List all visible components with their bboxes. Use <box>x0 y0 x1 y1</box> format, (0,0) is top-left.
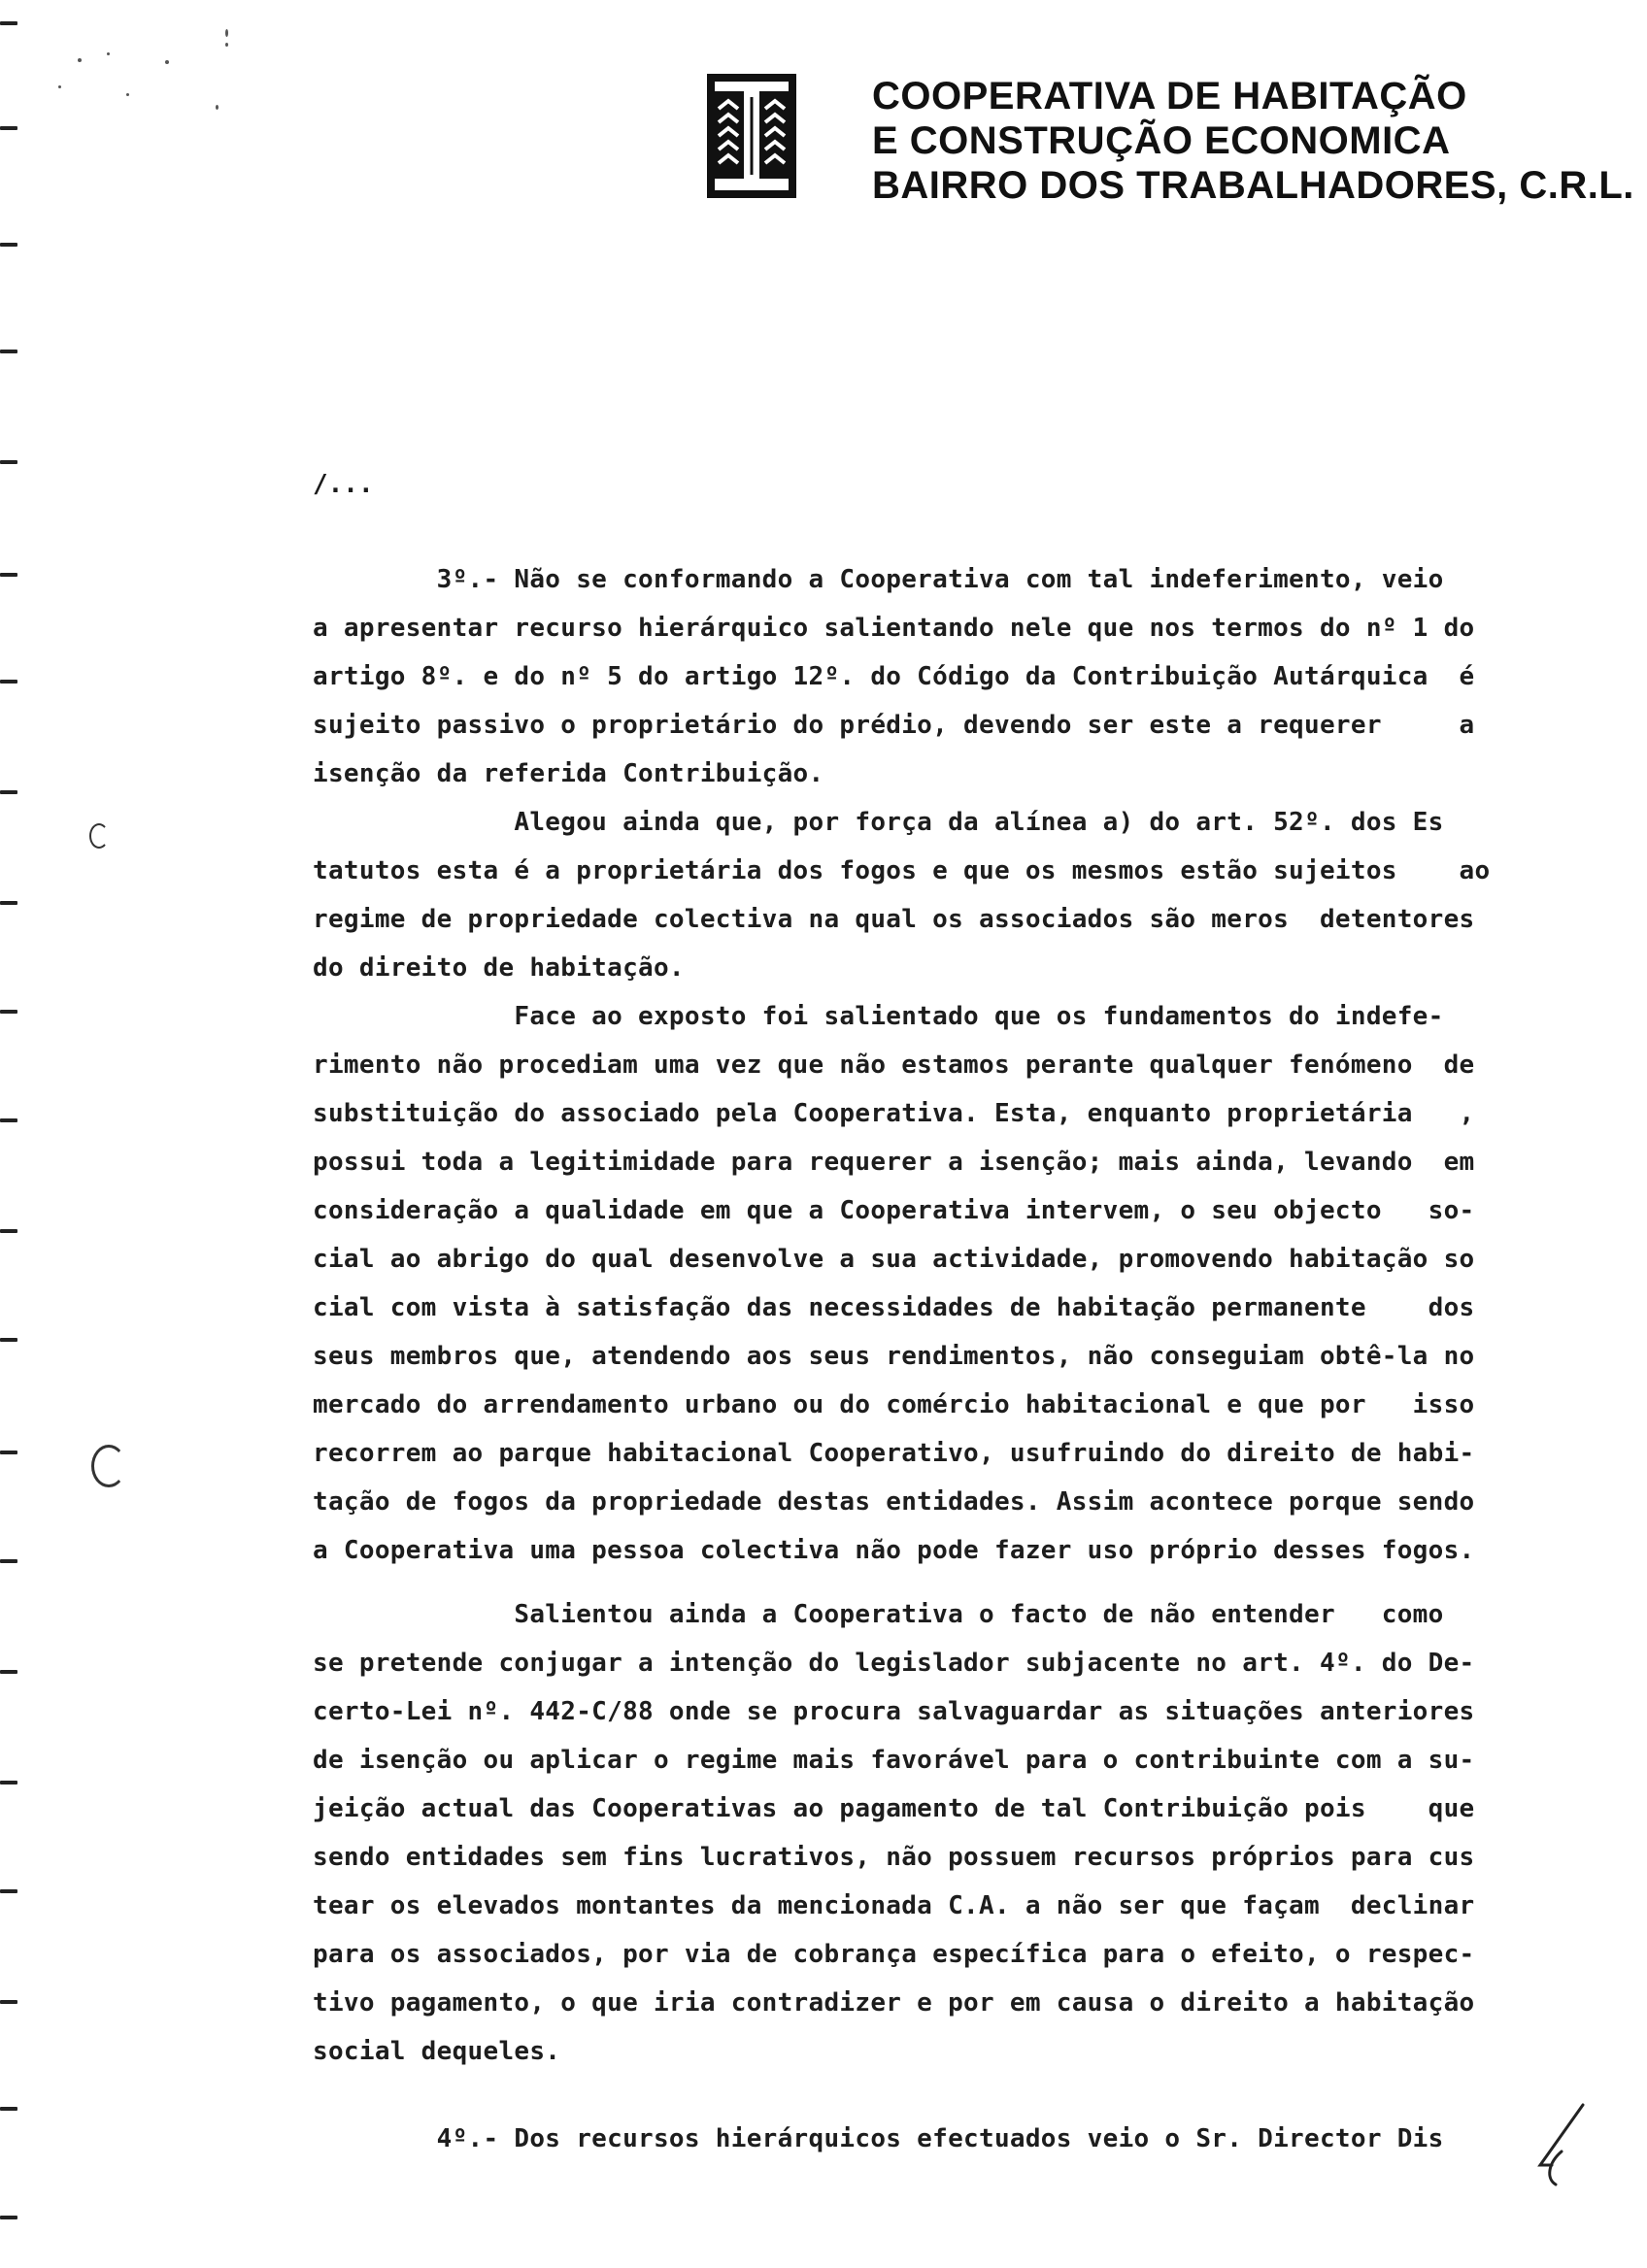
text-line: tivo pagamento, o que iria contradizer e por em causa o direito a habitação <box>313 1988 1475 2018</box>
handwritten-page-mark <box>1523 2101 1591 2188</box>
org-name-line-2: E CONSTRUÇÃO ECONOMICA <box>872 119 1451 162</box>
cooperative-logo <box>707 74 796 198</box>
text-line: cial ao abrigo do qual desenvolve a sua actividade, promovendo habitação so <box>313 1245 1475 1274</box>
org-name-line-3: BAIRRO DOS TRABALHADORES, C.R.L. <box>872 164 1634 207</box>
text-line: Salientou ainda a Cooperativa o facto de não entender como <box>313 1600 1444 1629</box>
text-line: consideração a qualidade em que a Cooperativa intervem, o seu objecto so- <box>313 1196 1475 1225</box>
text-line: cial com vista à satisfação das necessidades de habitação permanente dos <box>313 1293 1475 1322</box>
organization-name <box>872 74 1634 208</box>
text-line: tatutos esta é a proprietária dos fogos e que os mesmos estão sujeitos ao <box>313 856 1491 885</box>
text-line: artigo 8º. e do nº 5 do artigo 12º. do Código da Contribuição Autárquica é <box>313 662 1475 691</box>
text-line: Face ao exposto foi salientado que os fundamentos do indefe- <box>313 1002 1444 1031</box>
text-line: jeição actual das Cooperativas ao pagamento de tal Contribuição pois que <box>313 1794 1475 1823</box>
text-line: do direito de habitação. <box>313 953 685 983</box>
text-line: possui toda a legitimidade para requerer a isenção; mais ainda, levando em <box>313 1148 1475 1177</box>
text-line: se pretende conjugar a intenção do legislador subjacente no art. 4º. do De- <box>313 1649 1475 1678</box>
org-name-line-1: COOPERATIVA DE HABITAÇÃO <box>872 75 1467 117</box>
continuation-mark: /... <box>313 470 374 499</box>
text-line: 4º.- Dos recursos hierárquicos efectuados veio o Sr. Director Dis <box>313 2124 1444 2153</box>
text-line: Alegou ainda que, por força da alínea a) do art. 52º. dos Es <box>313 808 1444 837</box>
text-line: 3º.- Não se conformando a Cooperativa com tal indeferimento, veio <box>313 565 1444 594</box>
text-line: mercado do arrendamento urbano ou do comércio habitacional e que por isso <box>313 1390 1475 1419</box>
text-line: social dequeles. <box>313 2037 561 2066</box>
text-line: para os associados, por via de cobrança específica para o efeito, o respec- <box>313 1940 1475 1969</box>
text-line: sujeito passivo o proprietário do prédio, devendo ser este a requerer a <box>313 711 1475 740</box>
text-line: de isenção ou aplicar o regime mais favorável para o contribuinte com a su- <box>313 1746 1475 1775</box>
text-line: sendo entidades sem fins lucrativos, não possuem recursos próprios para cus <box>313 1843 1475 1872</box>
text-line: certo-Lei nº. 442-C/88 onde se procura salvaguardar as situações anteriores <box>313 1697 1475 1726</box>
text-line: tear os elevados montantes da mencionada C.A. a não ser que façam declinar <box>313 1891 1475 1920</box>
letterhead <box>707 74 1634 210</box>
text-line: isenção da referida Contribuição. <box>313 759 824 788</box>
punch-hole-mark <box>89 823 109 849</box>
text-line: substituição do associado pela Cooperativa. Esta, enquanto proprietária , <box>313 1099 1475 1128</box>
margin-perforation-marks <box>0 0 19 2268</box>
text-line: a Cooperativa uma pessoa colectiva não pode fazer uso próprio desses fogos. <box>313 1536 1475 1565</box>
text-line: tação de fogos da propriedade destas entidades. Assim acontece porque sendo <box>313 1487 1475 1517</box>
punch-hole-mark <box>91 1445 126 1487</box>
text-line: a apresentar recurso hierárquico salientando nele que nos termos do nº 1 do <box>313 614 1475 643</box>
text-line: rimento não procediam uma vez que não estamos perante qualquer fenómeno de <box>313 1051 1475 1080</box>
text-line: regime de propriedade colectiva na qual os associados são meros detentores <box>313 905 1475 934</box>
text-line: recorrem ao parque habitacional Cooperativo, usufruindo do direito de habi- <box>313 1439 1475 1468</box>
text-line: seus membros que, atendendo aos seus rendimentos, não conseguiam obtê-la no <box>313 1342 1475 1371</box>
